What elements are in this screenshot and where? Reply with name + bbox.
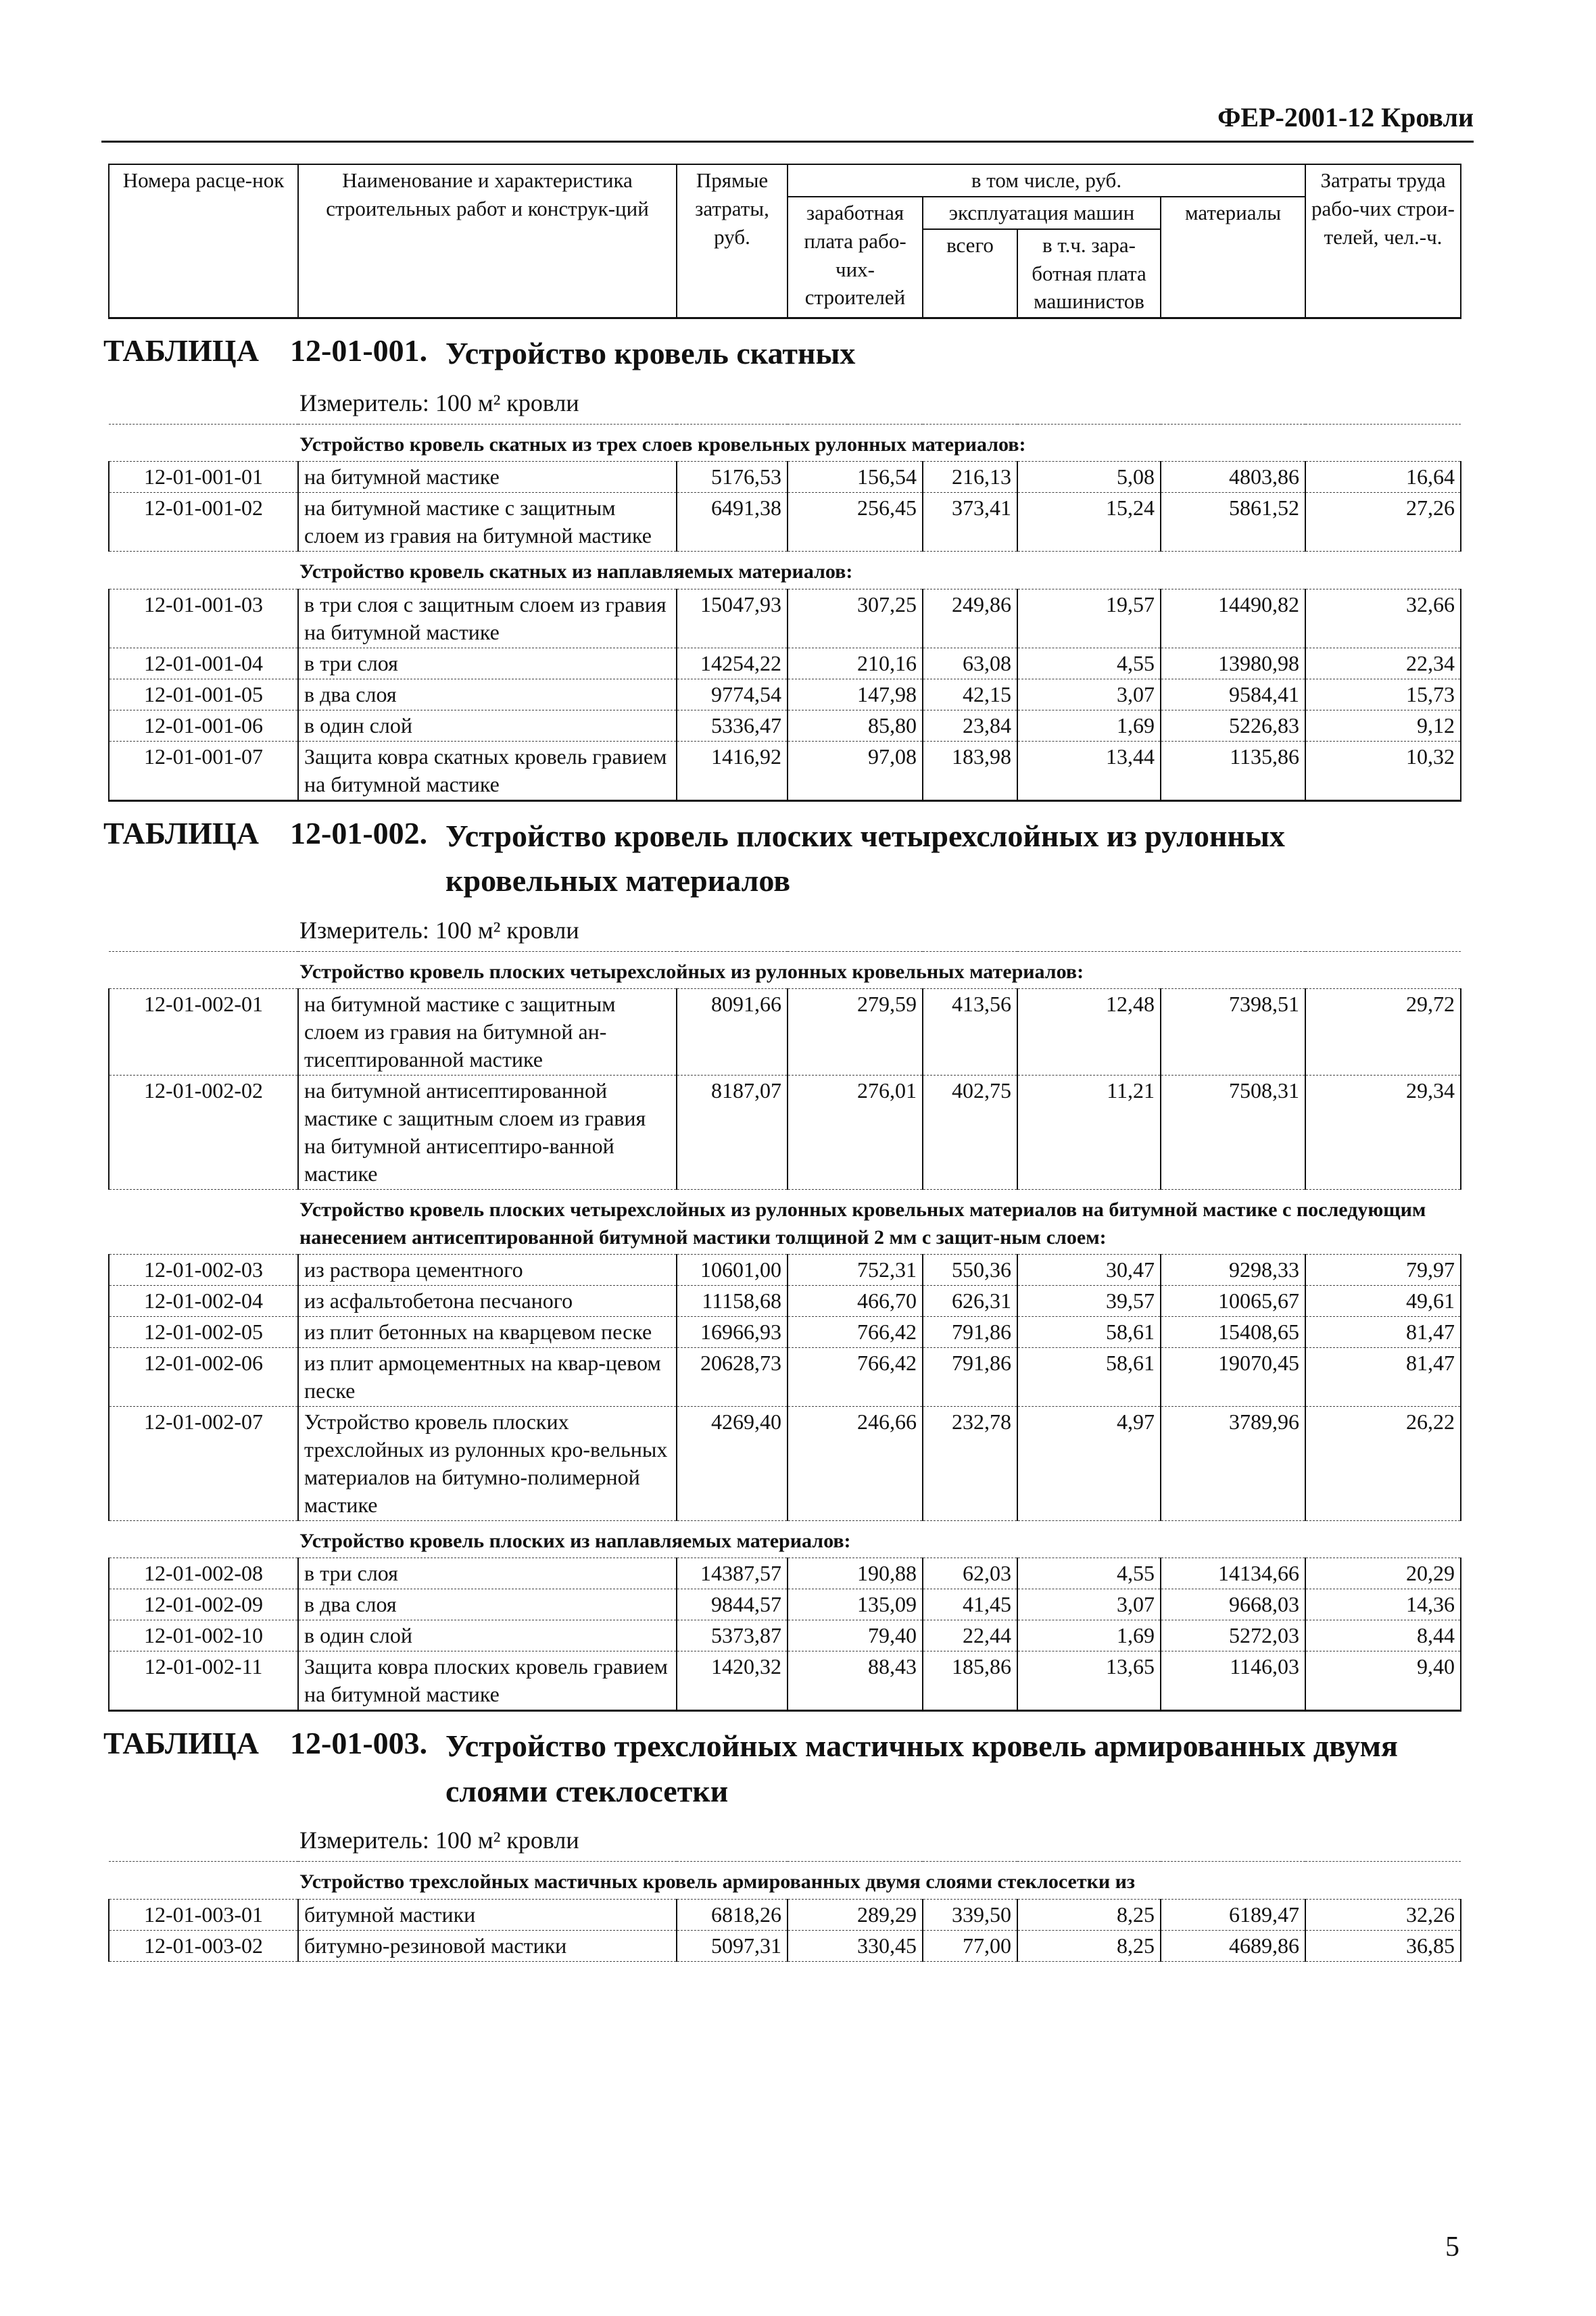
work-name: в три слоя — [298, 1558, 677, 1589]
direct-cost: 9774,54 — [677, 679, 788, 710]
materials-cost: 5272,03 — [1161, 1620, 1305, 1651]
header-direct: Прямые затраты, руб. — [677, 164, 788, 318]
direct-cost: 10601,00 — [677, 1255, 788, 1286]
labor-cost: 22,34 — [1305, 648, 1461, 679]
work-name: Защита ковра плоских кровель гравием на битумной мастике — [298, 1651, 677, 1711]
labor-cost: 20,29 — [1305, 1558, 1461, 1589]
work-name: на битумной мастике — [298, 462, 677, 493]
machinist-wage: 4,55 — [1017, 1558, 1161, 1589]
direct-cost: 6491,38 — [677, 493, 788, 552]
machine-cost: 23,84 — [923, 710, 1017, 741]
materials-cost: 5861,52 — [1161, 493, 1305, 552]
table-row — [109, 1899, 1461, 1930]
table-row — [109, 1348, 1461, 1407]
work-name: в три слоя — [298, 648, 677, 679]
table-title — [109, 318, 1461, 378]
materials-cost: 10065,67 — [1161, 1286, 1305, 1317]
machine-cost: 413,56 — [923, 989, 1017, 1076]
machinist-wage: 39,57 — [1017, 1286, 1161, 1317]
table-row — [109, 741, 1461, 800]
machine-cost: 339,50 — [923, 1899, 1017, 1930]
machine-cost: 232,78 — [923, 1406, 1017, 1520]
worker-wage: 289,29 — [788, 1899, 923, 1930]
worker-wage: 135,09 — [788, 1589, 923, 1620]
labor-cost: 10,32 — [1305, 741, 1461, 800]
header-name: Наименование и характеристика строительных работ и конструк-ций — [298, 164, 677, 318]
direct-cost: 4269,40 — [677, 1406, 788, 1520]
machinist-wage: 13,44 — [1017, 741, 1161, 800]
table-row — [109, 710, 1461, 741]
header-code: Номера расце-нок — [109, 164, 298, 318]
direct-cost: 15047,93 — [677, 589, 788, 648]
worker-wage: 156,54 — [788, 462, 923, 493]
materials-cost: 4689,86 — [1161, 1930, 1305, 1961]
labor-cost: 9,40 — [1305, 1651, 1461, 1711]
header-mach-total: всего — [923, 229, 1017, 318]
work-name: битумной мастики — [298, 1899, 677, 1930]
materials-cost: 13980,98 — [1161, 648, 1305, 679]
machine-cost: 249,86 — [923, 589, 1017, 648]
materials-cost: 7508,31 — [1161, 1076, 1305, 1190]
table-body — [103, 318, 1461, 1962]
worker-wage: 466,70 — [788, 1286, 923, 1317]
worker-wage: 276,01 — [788, 1076, 923, 1190]
table-title — [109, 800, 1461, 905]
worker-wage: 752,31 — [788, 1255, 923, 1286]
labor-cost: 36,85 — [1305, 1930, 1461, 1961]
table-title-text: Устройство кровель плоских четырехслойных из рулонных кровельных материалов — [445, 818, 1285, 898]
work-name: из асфальтобетона песчаного — [298, 1286, 677, 1317]
rate-code: 12-01-002-05 — [109, 1317, 298, 1348]
header-mach-group: эксплуатация машин — [923, 197, 1161, 229]
document-header: ФЕР-2001-12 Кровли — [1217, 102, 1474, 132]
direct-cost: 1416,92 — [677, 741, 788, 800]
machinist-wage: 8,25 — [1017, 1899, 1161, 1930]
direct-cost: 5176,53 — [677, 462, 788, 493]
rate-code: 12-01-001-07 — [109, 741, 298, 800]
header-mach-wage: в т.ч. зара-ботная плата машинистов — [1017, 229, 1161, 318]
labor-cost: 14,36 — [1305, 1589, 1461, 1620]
table-row — [109, 1651, 1461, 1711]
machinist-wage: 11,21 — [1017, 1076, 1161, 1190]
labor-cost: 29,72 — [1305, 989, 1461, 1076]
machine-cost: 42,15 — [923, 679, 1017, 710]
labor-cost: 32,26 — [1305, 1899, 1461, 1930]
machine-cost: 63,08 — [923, 648, 1017, 679]
table-row — [109, 1558, 1461, 1589]
worker-wage: 190,88 — [788, 1558, 923, 1589]
machine-cost: 216,13 — [923, 462, 1017, 493]
direct-cost: 8187,07 — [677, 1076, 788, 1190]
table-row — [109, 1589, 1461, 1620]
worker-wage: 79,40 — [788, 1620, 923, 1651]
group-heading: Устройство кровель плоских из наплавляемых материалов: — [109, 1520, 1461, 1558]
direct-cost: 5336,47 — [677, 710, 788, 741]
table-row — [109, 1930, 1461, 1961]
worker-wage: 307,25 — [788, 589, 923, 648]
work-name: из раствора цементного — [298, 1255, 677, 1286]
materials-cost: 7398,51 — [1161, 989, 1305, 1076]
work-name: в два слоя — [298, 1589, 677, 1620]
work-name: Защита ковра скатных кровель гравием на битумной мастике — [298, 741, 677, 800]
work-name: из плит армоцементных на квар-цевом песке — [298, 1348, 677, 1407]
rate-code: 12-01-002-02 — [109, 1076, 298, 1190]
machine-cost: 791,86 — [923, 1317, 1017, 1348]
header-materials: материалы — [1161, 197, 1305, 318]
rate-code: 12-01-001-01 — [109, 462, 298, 493]
table-number: 12-01-001. — [290, 333, 428, 368]
labor-cost: 29,34 — [1305, 1076, 1461, 1190]
machinist-wage: 15,24 — [1017, 493, 1161, 552]
materials-cost: 19070,45 — [1161, 1348, 1305, 1407]
machinist-wage: 13,65 — [1017, 1651, 1161, 1711]
direct-cost: 1420,32 — [677, 1651, 788, 1711]
work-name: на битумной мастике с защитным слоем из гравия на битумной мастике — [298, 493, 677, 552]
worker-wage: 766,42 — [788, 1317, 923, 1348]
machinist-wage: 58,61 — [1017, 1317, 1161, 1348]
worker-wage: 88,43 — [788, 1651, 923, 1711]
group-heading: Устройство кровель скатных из наплавляемых материалов: — [109, 552, 1461, 589]
table-row — [109, 493, 1461, 552]
work-name: в один слой — [298, 1620, 677, 1651]
machinist-wage: 12,48 — [1017, 989, 1161, 1076]
table-row — [109, 1255, 1461, 1286]
machine-cost: 41,45 — [923, 1589, 1017, 1620]
rate-code: 12-01-003-02 — [109, 1930, 298, 1961]
table-row — [109, 989, 1461, 1076]
labor-cost: 8,44 — [1305, 1620, 1461, 1651]
worker-wage: 279,59 — [788, 989, 923, 1076]
table-row — [109, 679, 1461, 710]
machine-cost: 183,98 — [923, 741, 1017, 800]
rate-code: 12-01-002-03 — [109, 1255, 298, 1286]
work-name: в три слоя с защитным слоем из гравия на битумной мастике — [298, 589, 677, 648]
machinist-wage: 58,61 — [1017, 1348, 1161, 1407]
work-name: в один слой — [298, 710, 677, 741]
materials-cost: 14134,66 — [1161, 1558, 1305, 1589]
table-meter: Измеритель: 100 м² кровли — [109, 1815, 1461, 1862]
table-label: ТАБЛИЦА — [103, 815, 259, 850]
machinist-wage: 4,97 — [1017, 1406, 1161, 1520]
table-title-text: Устройство трехслойных мастичных кровель армированных двумя слоями стеклосетки — [445, 1728, 1398, 1808]
worker-wage: 330,45 — [788, 1930, 923, 1961]
machinist-wage: 3,07 — [1017, 1589, 1161, 1620]
header-incl: в том числе, руб. — [788, 164, 1305, 197]
worker-wage: 210,16 — [788, 648, 923, 679]
rate-code: 12-01-001-05 — [109, 679, 298, 710]
group-heading: Устройство кровель скатных из трех слоев кровельных рулонных материалов: — [109, 424, 1461, 462]
materials-cost: 4803,86 — [1161, 462, 1305, 493]
direct-cost: 9844,57 — [677, 1589, 788, 1620]
machine-cost: 22,44 — [923, 1620, 1017, 1651]
labor-cost: 32,66 — [1305, 589, 1461, 648]
worker-wage: 256,45 — [788, 493, 923, 552]
labor-cost: 26,22 — [1305, 1406, 1461, 1520]
labor-cost: 49,61 — [1305, 1286, 1461, 1317]
labor-cost: 9,12 — [1305, 710, 1461, 741]
machine-cost: 791,86 — [923, 1348, 1017, 1407]
table-meter: Измеритель: 100 м² кровли — [109, 905, 1461, 952]
materials-cost: 15408,65 — [1161, 1317, 1305, 1348]
labor-cost: 15,73 — [1305, 679, 1461, 710]
rate-code: 12-01-002-10 — [109, 1620, 298, 1651]
worker-wage: 97,08 — [788, 741, 923, 800]
table-title-text: Устройство кровель скатных — [445, 336, 856, 371]
rate-code: 12-01-002-01 — [109, 989, 298, 1076]
group-heading: Устройство трехслойных мастичных кровель армированных двумя слоями стеклосетки из — [109, 1862, 1461, 1900]
rate-code: 12-01-001-02 — [109, 493, 298, 552]
materials-cost: 6189,47 — [1161, 1899, 1305, 1930]
materials-cost: 14490,82 — [1161, 589, 1305, 648]
machine-cost: 626,31 — [923, 1286, 1017, 1317]
machinist-wage: 1,69 — [1017, 1620, 1161, 1651]
machinist-wage: 4,55 — [1017, 648, 1161, 679]
work-name: на битумной мастике с защитным слоем из гравия на битумной ан-тисептированной мастике — [298, 989, 677, 1076]
labor-cost: 81,47 — [1305, 1348, 1461, 1407]
machinist-wage: 8,25 — [1017, 1930, 1161, 1961]
direct-cost: 14254,22 — [677, 648, 788, 679]
materials-cost: 1135,86 — [1161, 741, 1305, 800]
rate-code: 12-01-001-06 — [109, 710, 298, 741]
table-label: ТАБЛИЦА — [103, 1725, 259, 1760]
direct-cost: 20628,73 — [677, 1348, 788, 1407]
labor-cost: 79,97 — [1305, 1255, 1461, 1286]
rate-code: 12-01-001-03 — [109, 589, 298, 648]
direct-cost: 16966,93 — [677, 1317, 788, 1348]
worker-wage: 147,98 — [788, 679, 923, 710]
materials-cost: 1146,03 — [1161, 1651, 1305, 1711]
table-row — [109, 1620, 1461, 1651]
machinist-wage: 19,57 — [1017, 589, 1161, 648]
worker-wage: 85,80 — [788, 710, 923, 741]
machine-cost: 77,00 — [923, 1930, 1017, 1961]
work-name: битумно-резиновой мастики — [298, 1930, 677, 1961]
materials-cost: 3789,96 — [1161, 1406, 1305, 1520]
rate-code: 12-01-002-06 — [109, 1348, 298, 1407]
rate-code: 12-01-003-01 — [109, 1899, 298, 1930]
machine-cost: 62,03 — [923, 1558, 1017, 1589]
work-name: в два слоя — [298, 679, 677, 710]
table-number: 12-01-003. — [290, 1725, 428, 1760]
machinist-wage: 30,47 — [1017, 1255, 1161, 1286]
work-name: из плит бетонных на кварцевом песке — [298, 1317, 677, 1348]
direct-cost: 5373,87 — [677, 1620, 788, 1651]
labor-cost: 81,47 — [1305, 1317, 1461, 1348]
table-row — [109, 1076, 1461, 1190]
rate-code: 12-01-002-09 — [109, 1589, 298, 1620]
table-number: 12-01-002. — [290, 815, 428, 850]
worker-wage: 246,66 — [788, 1406, 923, 1520]
table-row — [109, 462, 1461, 493]
machinist-wage: 1,69 — [1017, 710, 1161, 741]
group-heading: Устройство кровель плоских четырехслойных из рулонных кровельных материалов на битумной мастике с последующим нанесением антисептированной битумной мастики толщиной 2 мм с защит-ным слоем: — [109, 1190, 1461, 1255]
direct-cost: 11158,68 — [677, 1286, 788, 1317]
table-header — [109, 164, 1461, 318]
table-row — [109, 589, 1461, 648]
header-wage: заработная плата рабо-чих-строителей — [788, 197, 923, 318]
table-title — [109, 1710, 1461, 1815]
page-number: 5 — [1445, 2231, 1459, 2263]
table-row — [109, 1406, 1461, 1520]
machinist-wage: 3,07 — [1017, 679, 1161, 710]
rate-code: 12-01-002-07 — [109, 1406, 298, 1520]
materials-cost: 9668,03 — [1161, 1589, 1305, 1620]
table-row — [109, 648, 1461, 679]
materials-cost: 9298,33 — [1161, 1255, 1305, 1286]
group-heading: Устройство кровель плоских четырехслойных из рулонных кровельных материалов: — [109, 951, 1461, 989]
table-meter: Измеритель: 100 м² кровли — [109, 378, 1461, 425]
table-label: ТАБЛИЦА — [103, 333, 259, 368]
work-name: на битумной антисептированной мастике с защитным слоем из гравия на битумной антисептиро-ванной мастике — [298, 1076, 677, 1190]
rate-code: 12-01-002-11 — [109, 1651, 298, 1711]
machinist-wage: 5,08 — [1017, 462, 1161, 493]
header-rule — [101, 141, 1474, 143]
materials-cost: 5226,83 — [1161, 710, 1305, 741]
rate-code: 12-01-001-04 — [109, 648, 298, 679]
header-labor: Затраты труда рабо-чих строи-телей, чел.-ч. — [1305, 164, 1461, 318]
machine-cost: 185,86 — [923, 1651, 1017, 1711]
rate-code: 12-01-002-08 — [109, 1558, 298, 1589]
worker-wage: 766,42 — [788, 1348, 923, 1407]
price-table — [103, 164, 1461, 1962]
machine-cost: 373,41 — [923, 493, 1017, 552]
direct-cost: 6818,26 — [677, 1899, 788, 1930]
table-row — [109, 1317, 1461, 1348]
machine-cost: 550,36 — [923, 1255, 1017, 1286]
labor-cost: 16,64 — [1305, 462, 1461, 493]
direct-cost: 14387,57 — [677, 1558, 788, 1589]
direct-cost: 5097,31 — [677, 1930, 788, 1961]
labor-cost: 27,26 — [1305, 493, 1461, 552]
rate-code: 12-01-002-04 — [109, 1286, 298, 1317]
table-row — [109, 1286, 1461, 1317]
work-name: Устройство кровель плоских трехслойных из рулонных кро-вельных материалов на битумно-полимерной мастике — [298, 1406, 677, 1520]
direct-cost: 8091,66 — [677, 989, 788, 1076]
materials-cost: 9584,41 — [1161, 679, 1305, 710]
machine-cost: 402,75 — [923, 1076, 1017, 1190]
